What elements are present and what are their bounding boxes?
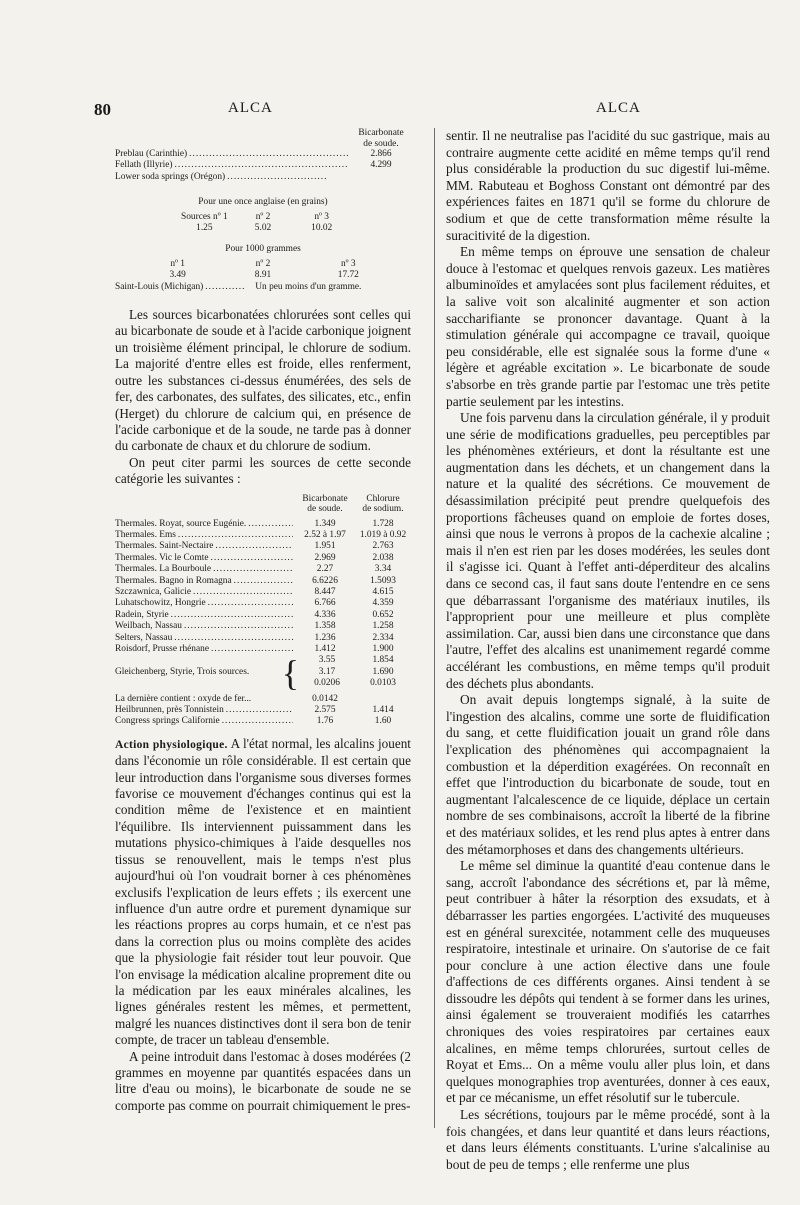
section-heading: Action physiologique.: [115, 738, 228, 751]
table-row: [115, 610, 411, 621]
row-chlor: 3.34: [374, 564, 392, 575]
row-name: Thermales. Bagno in Romagna: [115, 575, 232, 586]
row-name: Congress springs Californie: [115, 716, 220, 727]
row-name: Saint-Louis (Michigan): [115, 281, 204, 292]
row-chlor: 1.690: [372, 666, 394, 677]
value: 1.25: [196, 223, 213, 234]
row-name: La dernière contient : oxyde de fer...: [115, 693, 252, 704]
row-name: Preblau (Carinthie): [115, 149, 188, 159]
row-value: Un peu moins d'un gramme.: [255, 281, 362, 292]
row-bicarb: 1.412: [314, 644, 336, 654]
table-row: [115, 621, 411, 632]
row-value: 4.299: [370, 160, 392, 171]
row-name: Thermales. Saint-Nectaire: [115, 541, 214, 552]
row-chlor: 1.854: [372, 655, 394, 666]
table-row: [115, 160, 411, 171]
table-row: [115, 633, 411, 644]
value: 8.91: [254, 270, 272, 281]
grammes-values: [115, 270, 411, 281]
row-value: 2.866: [370, 149, 392, 159]
row-chlor: 1.414: [372, 705, 394, 716]
chlorure-table: [115, 494, 411, 728]
row-chlor: 1.60: [374, 716, 392, 727]
table-row: [299, 655, 411, 666]
row-bicarb: 1.951: [314, 541, 336, 552]
row-name: Lower soda springs (Orégon): [115, 171, 226, 182]
table-row: [115, 553, 411, 564]
row-name: Thermales. Ems: [115, 529, 176, 540]
paragraph: A peine introduit dans l'estomac à doses modérées (2 grammes en moyenne par quantités espacées dans un litre d'eau ou moins), le bicarbonate de soude ne se comporte pas comme on pourrait chimiquement le pres-: [115, 1048, 411, 1113]
table-row: [115, 598, 411, 609]
once-values: [115, 223, 411, 234]
row-bicarb: 0.0206: [314, 678, 340, 689]
row-name: Selters, Nassau: [115, 632, 173, 643]
page-number: 80: [94, 100, 111, 119]
column-divider: [434, 128, 435, 1128]
paragraph: En même temps on éprouve une sensation de chaleur douce à l'estomac et quelques renvois gazeux. Les matières albuminoïdes et amylacées sont plus facilement réduites, et la salive voit son alcalinité augmenter et son action saccharifiante se prononcer davantage. Quant à la stimulation générale qui accompagne ce travail, quoique peu considérable, elle est signalée sous la forme d'une « légère et agréable excitation ». Le bicarbonate de soude s'absorbe en très grande partie par l'estomac une très petite partie seulement par les intestins.: [446, 244, 770, 409]
table-row: [115, 705, 411, 716]
label: nº 2: [255, 258, 271, 269]
grammes-heading: Pour 1000 grammes: [225, 244, 301, 255]
right-column: [446, 128, 770, 1173]
row-bicarb: 1.76: [316, 716, 334, 727]
table1-column-header: [115, 128, 411, 149]
value: 10.02: [311, 223, 333, 234]
value: 17.72: [337, 270, 359, 281]
row-bicarb: 2.27: [316, 564, 334, 575]
paragraph: On peut citer parmi les sources de cette seconde catégorie les suivantes :: [115, 454, 411, 487]
row-chlor: 1.900: [372, 644, 394, 654]
row-name: Radein, Styrie: [115, 609, 169, 620]
row-bicarb: 6.766: [314, 598, 336, 609]
paragraph-text: A l'état normal, les alcalins jouent dans l'économie un rôle considérable. Il est certain que leur introduction dans l'organisme sous diverses formes favorise ce mouvement d'échanges continus qui est la condition même de l'existence et en maintient l'équilibre. Ils interviennent puissamment dans les mutations physico-chimiques à l'aide desquelles nos tissus se renouvellent, mais le temps n'est plus aujourd'hui où l'on voudrait borner à ces phénomènes exclusifs l'explication de leurs effets ; ils exercent une influence d'un autre ordre et purement dynamique sur les réactions propres au corps humain, et ce n'est pas dans la correction plus ou moins complète des acides que la physiologie fait résider tout leur pouvoir. Que l'on envisage la médication alcaline proprement dite ou la médication par les eaux minérales alcalines, les lignes générales restent les mêmes, et permettent, malgré les nuances distinctives dont il sera bon de tenir compte, de tracer un tableau d'ensemble.: [115, 735, 411, 1048]
row-bicarb: 3.55: [318, 655, 336, 666]
row-bicarb: 0.0142: [312, 693, 338, 704]
paragraph: sentir. Il ne neutralise pas l'acidité du suc gastrique, mais au contraire augmente cette acidité en même temps qu'il rend plus considérable la production du suc digestif lui-même. MM. Rabuteau et Boghoss Constant ont démontré par des expériences faites en 1871 qu'il se forme du chlorure de sodium et que de cette transformation même résulte la suracitivité de la digestion.: [446, 128, 770, 243]
brace-glyph: {: [281, 652, 299, 693]
row-chlor: 4.615: [372, 586, 394, 597]
row-bicarb: 6.6226: [312, 575, 338, 586]
row-bicarb: 2.52 à 1.97: [304, 529, 346, 540]
grammes-labels: [115, 259, 411, 270]
row-chlor: 0.652: [372, 609, 394, 620]
label: nº 3: [340, 258, 356, 269]
paragraph: On avait depuis longtemps signalé, à la suite de l'ingestion des alcalins, comme une sorte de fluidification du sang, et cette fluidification jouait un grand rôle dans l'explication des phénomènes qui accompagnaient la combustion et la déperdition exagérées. On reconnaît en effet que l'introduction du bicarbonate de soude, tout en augmentant l'alcalescence de ce liquide, déplace un certain nombre de ses combinaisons, accroît la liberté de la fibrine et des matériaux solides, et les rend plus aptes à entrer dans des métamorphoses et dans des changements ultérieurs.: [446, 692, 770, 857]
row-bicarb: 1.236: [314, 632, 336, 643]
table2-column-headers: [115, 494, 411, 515]
running-header-right: ALCA: [596, 100, 641, 116]
row-name: Gleichenberg, Styrie, Trois sources.: [115, 666, 250, 677]
row-bicarb: 8.447: [314, 586, 336, 597]
label: nº 3: [314, 211, 329, 222]
row-chlor: 1.258: [372, 621, 394, 632]
table-row: [115, 587, 411, 598]
table-row: [115, 519, 411, 530]
once-heading: Pour une once anglaise (en grains): [198, 197, 328, 208]
table-row: [115, 541, 411, 552]
row-bicarb: 1.349: [314, 518, 336, 529]
bicarbonate-table: [115, 128, 411, 293]
value: 5.02: [254, 223, 272, 234]
gleichenberg-group: [115, 652, 411, 693]
row-bicarb: 1.358: [314, 621, 336, 632]
label: nº 1: [170, 258, 185, 269]
table-row: [115, 716, 411, 727]
table1-header-line1: Bicarbonate: [358, 128, 404, 138]
row-bicarb: 2.575: [314, 705, 336, 716]
row-chlor: 0.0103: [370, 678, 396, 689]
row-name: Weilbach, Nassau: [115, 621, 182, 632]
row-chlor: 4.359: [372, 598, 394, 609]
header-bicarb-line2: de soude.: [307, 504, 343, 515]
table-row: [115, 172, 411, 183]
row-chlor: 1.5093: [370, 575, 396, 586]
row-chlor: 1.019 à 0.92: [359, 529, 407, 540]
table-row: [115, 564, 411, 575]
table-row: [115, 149, 411, 160]
table-row: [299, 667, 411, 678]
row-bicarb: 2.969: [314, 552, 336, 563]
row-name: Thermales. La Bourboule: [115, 564, 212, 575]
row-bicarb: 4.336: [314, 609, 336, 620]
paragraph: Une fois parvenu dans la circulation générale, il y produit une série de modifications graduelles, peu perceptibles par les phénomènes extérieurs, et dont la résultante est une augmentation dans les déchets, et un changement dans la nature et la qualité des sécrétions. Ce mouvement de désassimilation précipité peut prendre quelquefois des proportions fâcheuses quand on emploie de fortes doses, ainsi que nous le verrons à propos de la cachexie alcaline ; mais il n'en est rien par les doses modérées, les seules dont il s'agisse ici. Quant à l'effet anti-déperditeur des alcalins dans ce second cas, il faut sans doute l'entendre en ce sens que débarrassant l'organisme des matériaux inutiles, ils l'approprient pour une meilleure et plus complète assimilation. Car, aussi bien dans une circonstance que dans l'autre, l'effet des alcalins est unanimement regardé comme accélérant les combustions, en même temps qu'il produit des déchets plus abondants.: [446, 410, 770, 691]
left-column: [115, 128, 411, 1114]
header-chlor-line2: de sodium.: [362, 504, 404, 515]
row-name: Szczawnica, Galicie: [115, 586, 191, 597]
row-chlor: 2.334: [372, 632, 394, 643]
table-row: [115, 576, 411, 587]
table-row: [115, 644, 411, 655]
row-name: Thermales. Royat, source Eugénie.: [115, 518, 247, 529]
paragraph: Les sécrétions, toujours par le même procédé, sont à la fois changées, et dans leur quantité et dans leurs réactions, et dans leurs éléments constituants. L'urine s'alcalinise au bout de peu de temps ; elle renferme une plus: [446, 1107, 770, 1172]
header-chlor-line1: Chlorure: [366, 493, 400, 504]
row-name: Heilbrunnen, près Tonnistein: [115, 705, 224, 716]
paragraph: [115, 736, 411, 1049]
header-bicarb-line1: Bicarbonate: [302, 493, 348, 504]
row-chlor: 1.728: [372, 518, 394, 529]
once-labels: [115, 212, 411, 223]
row-name: Luhatschowitz, Hongrie: [115, 598, 206, 609]
row-name: Thermales. Vic le Comte: [115, 552, 209, 563]
value: 3.49: [169, 270, 186, 281]
paragraph: Le même sel diminue la quantité d'eau contenue dans le sang, accroît l'abondance des sécrétions et, par là même, peut contribuer à hâter la résorption des exsudats, et à débarrasser les parties engorgées. L'activité des muqueuses est en général surexcitée, notamment celle des muqueuses respiratoire, intestinale et urinaire. On s'autorise de ce fait pour conclure à une action élective dans une foule d'affections de ces différents organes. Ainsi tendent à se dissoudre les dépôts qui tendent à se former dans les urines, ainsi également se trouveraient modifiés les catarrhes chroniques des voies respiratoires par certaines eaux alcalines, en même temps chlorurées, surtout celles de Royat et Ems... On a même voulu aller plus loin, et dans quelques monographies trop aventurées, donner à ces eaux, et par ce mécanisme, un effet résolutif sur le tubercule.: [446, 858, 770, 1106]
table-row: [115, 694, 411, 705]
row-chlor: 2.763: [372, 541, 394, 552]
table-row: [299, 678, 411, 689]
table-row: [115, 282, 411, 293]
row-chlor: 2.038: [372, 552, 394, 563]
row-bicarb: 3.17: [318, 666, 336, 677]
running-header-left: ALCA: [228, 100, 273, 116]
table-row: [115, 530, 411, 541]
label: Sources nº 1: [181, 211, 228, 222]
paragraph: Les sources bicarbonatées chlorurées sont celles qui au bicarbonate de soude et à l'acide carbonique joignent un troisième élément principal, le chlorure de sodium. La majorité d'entre elles est froide, elles renferment, outre les substances ci-dessus énumérées, des sels de fer, des carbonates, des sulfates, des silicates, etc., enfin (Herget) du chlorure de calcium qui, en présence de l'acide carbonique et de la soude, ne tarde pas à donner du carbonate de chaux et du chlorure de sodium.: [115, 307, 411, 454]
row-name: Roisdorf, Prusse rhénane: [115, 644, 209, 654]
row-name: Fellath (Illyrie): [115, 160, 173, 171]
table1-header-line2: de soude.: [363, 138, 399, 149]
label: nº 2: [255, 211, 271, 222]
